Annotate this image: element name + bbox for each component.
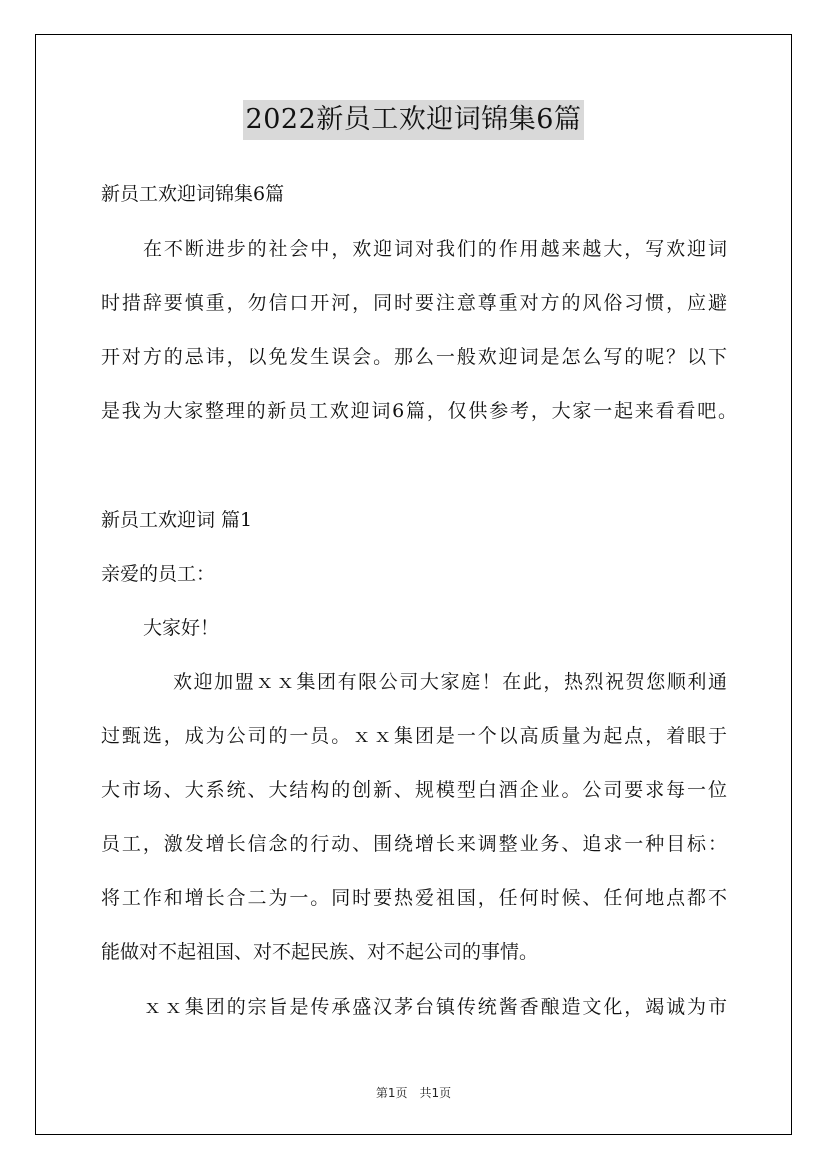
body-line-6: 能做对不起祖国、对不起民族、对不起公司的事情。 bbox=[101, 941, 539, 963]
intro-line-3: 开对方的忌讳，以免发生误会。那么一般欢迎词是怎么写的呢？以下 bbox=[101, 346, 727, 368]
document-title: 2022新员工欢迎词锦集6篇 bbox=[243, 100, 585, 140]
page-footer: 第1页 共1页 bbox=[375, 1086, 452, 1100]
greeting: 大家好！ bbox=[143, 617, 220, 639]
section-heading: 新员工欢迎词 篇1 bbox=[101, 509, 253, 531]
document-subtitle: 新员工欢迎词锦集6篇 bbox=[101, 183, 285, 205]
body-line-2: 过甄选，成为公司的一员。ｘｘ集团是一个以高质量为起点，着眼于 bbox=[101, 725, 727, 747]
body-line-7: ｘｘ集团的宗旨是传承盛汉茅台镇传统酱香酿造文化，竭诚为市 bbox=[143, 996, 727, 1018]
document-title-wrap bbox=[0, 100, 827, 140]
body-line-5: 将工作和增长合二为一。同时要热爱祖国，任何时候、任何地点都不 bbox=[101, 887, 727, 909]
body-line-3: 大市场、大系统、大结构的创新、规模型白酒企业。公司要求每一位 bbox=[101, 779, 727, 801]
salutation: 亲爱的员工： bbox=[101, 563, 216, 585]
body-line-4: 员工，激发增长信念的行动、围绕增长来调整业务、追求一种目标： bbox=[101, 833, 727, 855]
intro-line-4: 是我为大家整理的新员工欢迎词6篇，仅供参考，大家一起来看看吧。 bbox=[101, 400, 737, 422]
body-line-1: 欢迎加盟ｘｘ集团有限公司大家庭！在此，热烈祝贺您顺利通 bbox=[173, 671, 727, 693]
intro-line-1: 在不断进步的社会中，欢迎词对我们的作用越来越大，写欢迎词 bbox=[143, 238, 727, 260]
intro-line-2: 时措辞要慎重，勿信口开河，同时要注意尊重对方的风俗习惯，应避 bbox=[101, 292, 727, 314]
